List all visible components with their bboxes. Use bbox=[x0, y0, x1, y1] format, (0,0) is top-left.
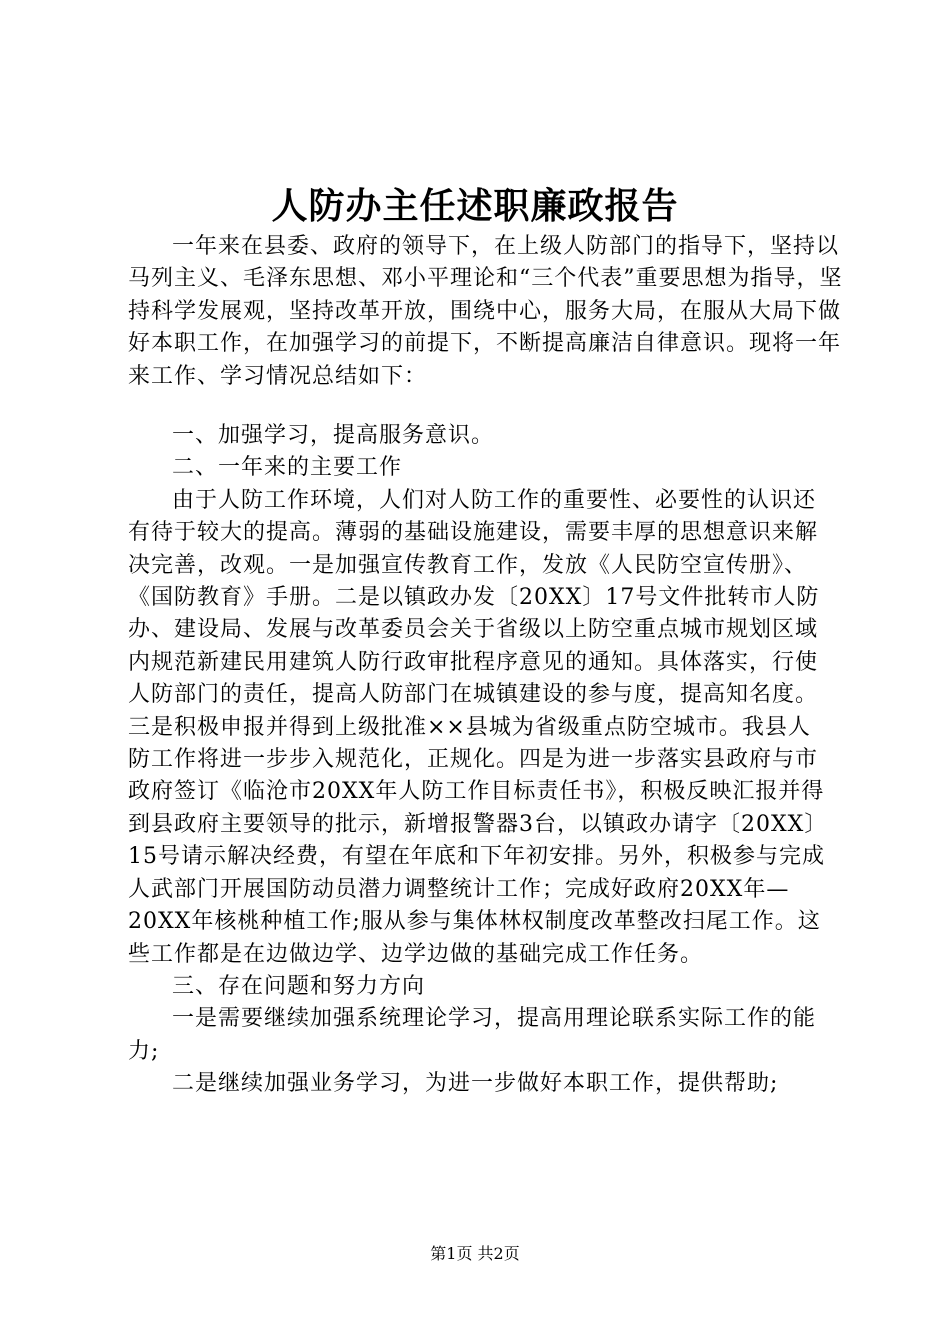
section3-item-1: 一是需要继续加强系统理论学习，提高用理论联系实际工作的能力; bbox=[128, 1006, 817, 1064]
intro-paragraph: 一年来在县委、政府的领导下，在上级人防部门的指导下，坚持以马列主义、毛泽东思想、邓小平理论和“三个代表”重要思想为指导，坚持科学发展观，坚持改革开放，围绕中心，服务大局，在服从大局下做好本职工作，在加强学习的前提下，不断提高廉洁自律意识。现将一年来工作、学习情况总结如下： bbox=[128, 234, 843, 389]
page-indicator: 第1页 共2页 bbox=[430, 1244, 520, 1263]
section1-heading: 一、加强学习，提高服务意识。 bbox=[172, 423, 495, 448]
intro-section bbox=[128, 231, 844, 393]
section2-heading: 二、一年来的主要工作 bbox=[172, 455, 403, 481]
section3-item-2: 二是继续加强业务学习，为进一步做好本职工作，提供帮助; bbox=[172, 1071, 779, 1097]
section3-heading: 三、存在问题和努力方向 bbox=[172, 973, 426, 999]
section2-paragraph: 由于人防工作环境，人们对人防工作的重要性、必要性的认识还有待于较大的提高。薄弱的基础设施建设，需要丰厚的思想意识来解决完善，改观。一是加强宣传教育工作，发放《人民防空宣传册》、《国防教育》手册。二是以镇政办发〔20XX〕17号文件批转市人防办、建设局、发展与改革委员会关于省级以上防空重点城市规划区域内规范新建民用建筑人防行政审批程序意见的通知。具体落实，行使人防部门的责任，提高人防部门在城镇建设的参与度，提高知名度。三是积极申报并得到上级批准××县城为省级重点防空城市。我县人防工作将进一步步入规范化，正规化。四是为进一步落实县政府与市政府签订《临沧市20XX年人防工作目标责任书》，积极反映汇报并得到县政府主要领导的批示，新增报警器3台，以镇政办请字〔20XX〕15号请示解决经费，有望在年底和下年初安排。另外，积极参与完成人武部门开展国防动员潜力调整统计工作；完成好政府20XX年—20XX年核桃种植工作;服从参与集体林权制度改革整改扫尾工作。这些工作都是在边做边学、边学边做的基础完成工作任务。 bbox=[128, 487, 828, 967]
document-title: 人防办主任述职廉政报告 bbox=[271, 186, 679, 227]
body-sections bbox=[128, 420, 828, 1101]
